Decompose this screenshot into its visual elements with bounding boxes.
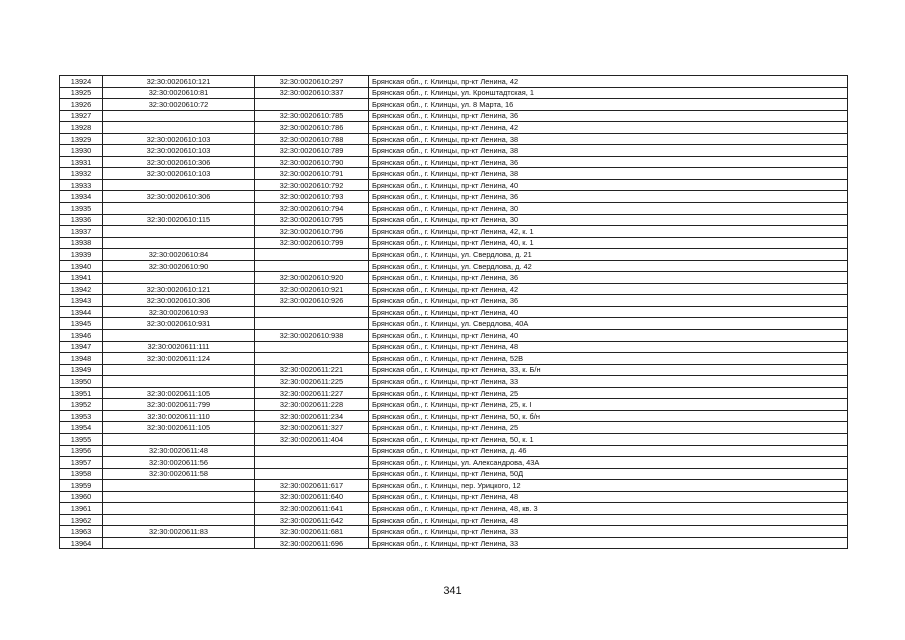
parcel-cadastral-number-cell: 32:30:0020610:931 xyxy=(103,318,255,330)
table-row xyxy=(60,76,848,88)
address-cell: Брянская обл., г. Клинцы, пр-кт Ленина, 36 xyxy=(369,295,848,307)
row-number-cell: 13945 xyxy=(60,318,103,330)
row-number-cell: 13928 xyxy=(60,122,103,134)
address-cell: Брянская обл., г. Клинцы, ул. Свердлова, д. 42 xyxy=(369,260,848,272)
parcel-cadastral-number-cell xyxy=(103,179,255,191)
parcel-cadastral-number-cell: 32:30:0020610:121 xyxy=(103,76,255,88)
row-number-cell: 13925 xyxy=(60,87,103,99)
address-cell: Брянская обл., г. Клинцы, пр-кт Ленина, 30 xyxy=(369,214,848,226)
parcel-cadastral-number-cell: 32:30:0020610:115 xyxy=(103,214,255,226)
object-cadastral-number-cell: 32:30:0020611:221 xyxy=(255,364,369,376)
table-row xyxy=(60,260,848,272)
object-cadastral-number-cell: 32:30:0020610:793 xyxy=(255,191,369,203)
object-cadastral-number-cell xyxy=(255,353,369,365)
table-row xyxy=(60,110,848,122)
row-number-cell: 13924 xyxy=(60,76,103,88)
object-cadastral-number-cell: 32:30:0020610:938 xyxy=(255,330,369,342)
row-number-cell: 13947 xyxy=(60,341,103,353)
row-number-cell: 13929 xyxy=(60,133,103,145)
row-number-cell: 13930 xyxy=(60,145,103,157)
object-cadastral-number-cell xyxy=(255,445,369,457)
row-number-cell: 13927 xyxy=(60,110,103,122)
table-row xyxy=(60,491,848,503)
address-cell: Брянская обл., г. Клинцы, пр-кт Ленина, 40 xyxy=(369,330,848,342)
object-cadastral-number-cell: 32:30:0020611:617 xyxy=(255,480,369,492)
address-cell: Брянская обл., г. Клинцы, пр-кт Ленина, 40 xyxy=(369,179,848,191)
row-number-cell: 13949 xyxy=(60,364,103,376)
address-cell: Брянская обл., г. Клинцы, пр-кт Ленина, 30 xyxy=(369,203,848,215)
table-row xyxy=(60,191,848,203)
object-cadastral-number-cell xyxy=(255,457,369,469)
address-cell: Брянская обл., г. Клинцы, пр-кт Ленина, 48 xyxy=(369,341,848,353)
table-row xyxy=(60,237,848,249)
object-cadastral-number-cell: 32:30:0020611:327 xyxy=(255,422,369,434)
row-number-cell: 13926 xyxy=(60,99,103,111)
row-number-cell: 13961 xyxy=(60,503,103,515)
object-cadastral-number-cell: 32:30:0020610:785 xyxy=(255,110,369,122)
row-number-cell: 13951 xyxy=(60,387,103,399)
table-row xyxy=(60,179,848,191)
address-cell: Брянская обл., г. Клинцы, пр-кт Ленина, 36 xyxy=(369,110,848,122)
row-number-cell: 13946 xyxy=(60,330,103,342)
table-row xyxy=(60,330,848,342)
parcel-cadastral-number-cell xyxy=(103,376,255,388)
row-number-cell: 13937 xyxy=(60,226,103,238)
table-row xyxy=(60,410,848,422)
table-row xyxy=(60,468,848,480)
table-row xyxy=(60,249,848,261)
object-cadastral-number-cell: 32:30:0020610:788 xyxy=(255,133,369,145)
table-row xyxy=(60,457,848,469)
row-number-cell: 13958 xyxy=(60,468,103,480)
table-body xyxy=(60,76,848,549)
row-number-cell: 13950 xyxy=(60,376,103,388)
table-row xyxy=(60,399,848,411)
address-cell: Брянская обл., г. Клинцы, пр-кт Ленина, 33, к. Б/н xyxy=(369,364,848,376)
address-cell: Брянская обл., г. Клинцы, ул. Свердлова, 40А xyxy=(369,318,848,330)
row-number-cell: 13953 xyxy=(60,410,103,422)
table-row xyxy=(60,214,848,226)
table-row xyxy=(60,306,848,318)
table-row xyxy=(60,376,848,388)
parcel-cadastral-number-cell xyxy=(103,537,255,549)
address-cell: Брянская обл., г. Клинцы, пр-кт Ленина, д. 46 xyxy=(369,445,848,457)
address-cell: Брянская обл., г. Клинцы, пр-кт Ленина, 38 xyxy=(369,133,848,145)
table-row xyxy=(60,99,848,111)
parcel-cadastral-number-cell xyxy=(103,433,255,445)
address-cell: Брянская обл., г. Клинцы, пр-кт Ленина, 33 xyxy=(369,376,848,388)
table-row xyxy=(60,318,848,330)
parcel-cadastral-number-cell: 32:30:0020611:124 xyxy=(103,353,255,365)
page-number: 341 xyxy=(443,585,462,597)
table-row xyxy=(60,433,848,445)
parcel-cadastral-number-cell: 32:30:0020611:56 xyxy=(103,457,255,469)
object-cadastral-number-cell: 32:30:0020610:792 xyxy=(255,179,369,191)
object-cadastral-number-cell xyxy=(255,468,369,480)
object-cadastral-number-cell xyxy=(255,318,369,330)
address-cell: Брянская обл., г. Клинцы, ул. Кронштадтская, 1 xyxy=(369,87,848,99)
address-cell: Брянская обл., г. Клинцы, пр-кт Ленина, 36 xyxy=(369,156,848,168)
address-cell: Брянская обл., г. Клинцы, пр-кт Ленина, 50, к. б/н xyxy=(369,410,848,422)
row-number-cell: 13962 xyxy=(60,514,103,526)
table-row xyxy=(60,526,848,538)
object-cadastral-number-cell: 32:30:0020611:640 xyxy=(255,491,369,503)
object-cadastral-number-cell: 32:30:0020611:404 xyxy=(255,433,369,445)
object-cadastral-number-cell: 32:30:0020611:642 xyxy=(255,514,369,526)
address-cell: Брянская обл., г. Клинцы, пр-кт Ленина, 42 xyxy=(369,283,848,295)
parcel-cadastral-number-cell: 32:30:0020611:48 xyxy=(103,445,255,457)
address-cell: Брянская обл., г. Клинцы, пр-кт Ленина, 36 xyxy=(369,272,848,284)
address-cell: Брянская обл., г. Клинцы, пр-кт Ленина, 25 xyxy=(369,422,848,434)
object-cadastral-number-cell: 32:30:0020610:791 xyxy=(255,168,369,180)
parcel-cadastral-number-cell xyxy=(103,364,255,376)
parcel-cadastral-number-cell: 32:30:0020610:103 xyxy=(103,168,255,180)
object-cadastral-number-cell: 32:30:0020611:696 xyxy=(255,537,369,549)
table-row xyxy=(60,168,848,180)
parcel-cadastral-number-cell: 32:30:0020611:110 xyxy=(103,410,255,422)
parcel-cadastral-number-cell: 32:30:0020611:799 xyxy=(103,399,255,411)
row-number-cell: 13932 xyxy=(60,168,103,180)
row-number-cell: 13941 xyxy=(60,272,103,284)
object-cadastral-number-cell: 32:30:0020610:794 xyxy=(255,203,369,215)
table-row xyxy=(60,353,848,365)
row-number-cell: 13964 xyxy=(60,537,103,549)
object-cadastral-number-cell: 32:30:0020611:227 xyxy=(255,387,369,399)
object-cadastral-number-cell: 32:30:0020610:799 xyxy=(255,237,369,249)
parcel-cadastral-number-cell xyxy=(103,237,255,249)
parcel-cadastral-number-cell xyxy=(103,503,255,515)
parcel-cadastral-number-cell: 32:30:0020611:58 xyxy=(103,468,255,480)
parcel-cadastral-number-cell xyxy=(103,491,255,503)
address-cell: Брянская обл., г. Клинцы, пр-кт Ленина, 36 xyxy=(369,191,848,203)
parcel-cadastral-number-cell: 32:30:0020610:103 xyxy=(103,133,255,145)
table-row xyxy=(60,156,848,168)
row-number-cell: 13944 xyxy=(60,306,103,318)
table-row xyxy=(60,122,848,134)
address-cell: Брянская обл., г. Клинцы, пр-кт Ленина, 33 xyxy=(369,526,848,538)
parcel-cadastral-number-cell: 32:30:0020611:111 xyxy=(103,341,255,353)
parcel-cadastral-number-cell: 32:30:0020610:306 xyxy=(103,191,255,203)
table-row xyxy=(60,272,848,284)
address-cell: Брянская обл., г. Клинцы, пр-кт Ленина, 42, к. 1 xyxy=(369,226,848,238)
row-number-cell: 13955 xyxy=(60,433,103,445)
address-cell: Брянская обл., г. Клинцы, пр-кт Ленина, 25 xyxy=(369,387,848,399)
table-row xyxy=(60,283,848,295)
address-cell: Брянская обл., г. Клинцы, пр-кт Ленина, 25, к. I xyxy=(369,399,848,411)
table-row xyxy=(60,133,848,145)
table-row xyxy=(60,445,848,457)
address-cell: Брянская обл., г. Клинцы, пр-кт Ленина, 33 xyxy=(369,537,848,549)
address-cell: Брянская обл., г. Клинцы, пр-кт Ленина, 42 xyxy=(369,76,848,88)
table-row xyxy=(60,514,848,526)
address-cell: Брянская обл., г. Клинцы, ул. Свердлова, д. 21 xyxy=(369,249,848,261)
parcel-cadastral-number-cell xyxy=(103,330,255,342)
row-number-cell: 13931 xyxy=(60,156,103,168)
address-cell: Брянская обл., г. Клинцы, пр-кт Ленина, 48, кв. 3 xyxy=(369,503,848,515)
parcel-cadastral-number-cell xyxy=(103,272,255,284)
address-cell: Брянская обл., г. Клинцы, ул. 8 Марта, 16 xyxy=(369,99,848,111)
parcel-cadastral-number-cell: 32:30:0020610:81 xyxy=(103,87,255,99)
row-number-cell: 13942 xyxy=(60,283,103,295)
row-number-cell: 13933 xyxy=(60,179,103,191)
object-cadastral-number-cell: 32:30:0020611:228 xyxy=(255,399,369,411)
table-row xyxy=(60,87,848,99)
parcel-cadastral-number-cell: 32:30:0020610:90 xyxy=(103,260,255,272)
row-number-cell: 13948 xyxy=(60,353,103,365)
object-cadastral-number-cell: 32:30:0020610:786 xyxy=(255,122,369,134)
parcel-cadastral-number-cell: 32:30:0020611:105 xyxy=(103,387,255,399)
parcel-cadastral-number-cell: 32:30:0020610:103 xyxy=(103,145,255,157)
object-cadastral-number-cell xyxy=(255,260,369,272)
object-cadastral-number-cell: 32:30:0020610:337 xyxy=(255,87,369,99)
parcel-cadastral-number-cell: 32:30:0020610:121 xyxy=(103,283,255,295)
row-number-cell: 13959 xyxy=(60,480,103,492)
row-number-cell: 13939 xyxy=(60,249,103,261)
table-row xyxy=(60,203,848,215)
row-number-cell: 13952 xyxy=(60,399,103,411)
address-cell: Брянская обл., г. Клинцы, пр-кт Ленина, 40, к. 1 xyxy=(369,237,848,249)
object-cadastral-number-cell xyxy=(255,99,369,111)
address-cell: Брянская обл., г. Клинцы, пр-кт Ленина, 52В xyxy=(369,353,848,365)
parcel-cadastral-number-cell: 32:30:0020610:306 xyxy=(103,295,255,307)
object-cadastral-number-cell: 32:30:0020610:789 xyxy=(255,145,369,157)
parcel-cadastral-number-cell xyxy=(103,122,255,134)
address-cell: Брянская обл., г. Клинцы, пр-кт Ленина, 48 xyxy=(369,491,848,503)
address-cell: Брянская обл., г. Клинцы, пр-кт Ленина, 38 xyxy=(369,145,848,157)
row-number-cell: 13936 xyxy=(60,214,103,226)
table-row xyxy=(60,387,848,399)
row-number-cell: 13935 xyxy=(60,203,103,215)
object-cadastral-number-cell: 32:30:0020610:926 xyxy=(255,295,369,307)
row-number-cell: 13963 xyxy=(60,526,103,538)
address-cell: Брянская обл., г. Клинцы, ул. Александрова, 43А xyxy=(369,457,848,469)
address-cell: Брянская обл., г. Клинцы, пр-кт Ленина, 38 xyxy=(369,168,848,180)
row-number-cell: 13943 xyxy=(60,295,103,307)
row-number-cell: 13957 xyxy=(60,457,103,469)
row-number-cell: 13956 xyxy=(60,445,103,457)
table-row xyxy=(60,480,848,492)
row-number-cell: 13938 xyxy=(60,237,103,249)
object-cadastral-number-cell: 32:30:0020610:920 xyxy=(255,272,369,284)
address-cell: Брянская обл., г. Клинцы, пр-кт Ленина, 48 xyxy=(369,514,848,526)
parcel-cadastral-number-cell: 32:30:0020610:72 xyxy=(103,99,255,111)
object-cadastral-number-cell: 32:30:0020611:234 xyxy=(255,410,369,422)
cadastral-registry-table xyxy=(59,75,848,549)
address-cell: Брянская обл., г. Клинцы, пер. Урицкого, 12 xyxy=(369,480,848,492)
parcel-cadastral-number-cell: 32:30:0020610:306 xyxy=(103,156,255,168)
address-cell: Брянская обл., г. Клинцы, пр-кт Ленина, 42 xyxy=(369,122,848,134)
object-cadastral-number-cell: 32:30:0020610:297 xyxy=(255,76,369,88)
object-cadastral-number-cell: 32:30:0020610:921 xyxy=(255,283,369,295)
object-cadastral-number-cell: 32:30:0020611:681 xyxy=(255,526,369,538)
table-row xyxy=(60,537,848,549)
object-cadastral-number-cell xyxy=(255,249,369,261)
parcel-cadastral-number-cell xyxy=(103,110,255,122)
table-row xyxy=(60,503,848,515)
table-row xyxy=(60,341,848,353)
address-cell: Брянская обл., г. Клинцы, пр-кт Ленина, 50, к. 1 xyxy=(369,433,848,445)
object-cadastral-number-cell: 32:30:0020611:641 xyxy=(255,503,369,515)
parcel-cadastral-number-cell xyxy=(103,480,255,492)
row-number-cell: 13954 xyxy=(60,422,103,434)
object-cadastral-number-cell xyxy=(255,341,369,353)
parcel-cadastral-number-cell xyxy=(103,226,255,238)
row-number-cell: 13940 xyxy=(60,260,103,272)
object-cadastral-number-cell: 32:30:0020610:795 xyxy=(255,214,369,226)
object-cadastral-number-cell xyxy=(255,306,369,318)
parcel-cadastral-number-cell xyxy=(103,203,255,215)
row-number-cell: 13960 xyxy=(60,491,103,503)
parcel-cadastral-number-cell: 32:30:0020611:105 xyxy=(103,422,255,434)
parcel-cadastral-number-cell: 32:30:0020610:84 xyxy=(103,249,255,261)
table-row xyxy=(60,364,848,376)
table-row xyxy=(60,422,848,434)
object-cadastral-number-cell: 32:30:0020611:225 xyxy=(255,376,369,388)
object-cadastral-number-cell: 32:30:0020610:796 xyxy=(255,226,369,238)
parcel-cadastral-number-cell: 32:30:0020610:93 xyxy=(103,306,255,318)
address-cell: Брянская обл., г. Клинцы, пр-кт Ленина, 50Д xyxy=(369,468,848,480)
address-cell: Брянская обл., г. Клинцы, пр-кт Ленина, 40 xyxy=(369,306,848,318)
parcel-cadastral-number-cell xyxy=(103,514,255,526)
table-row xyxy=(60,295,848,307)
table-row xyxy=(60,145,848,157)
table-row xyxy=(60,226,848,238)
row-number-cell: 13934 xyxy=(60,191,103,203)
parcel-cadastral-number-cell: 32:30:0020611:83 xyxy=(103,526,255,538)
object-cadastral-number-cell: 32:30:0020610:790 xyxy=(255,156,369,168)
